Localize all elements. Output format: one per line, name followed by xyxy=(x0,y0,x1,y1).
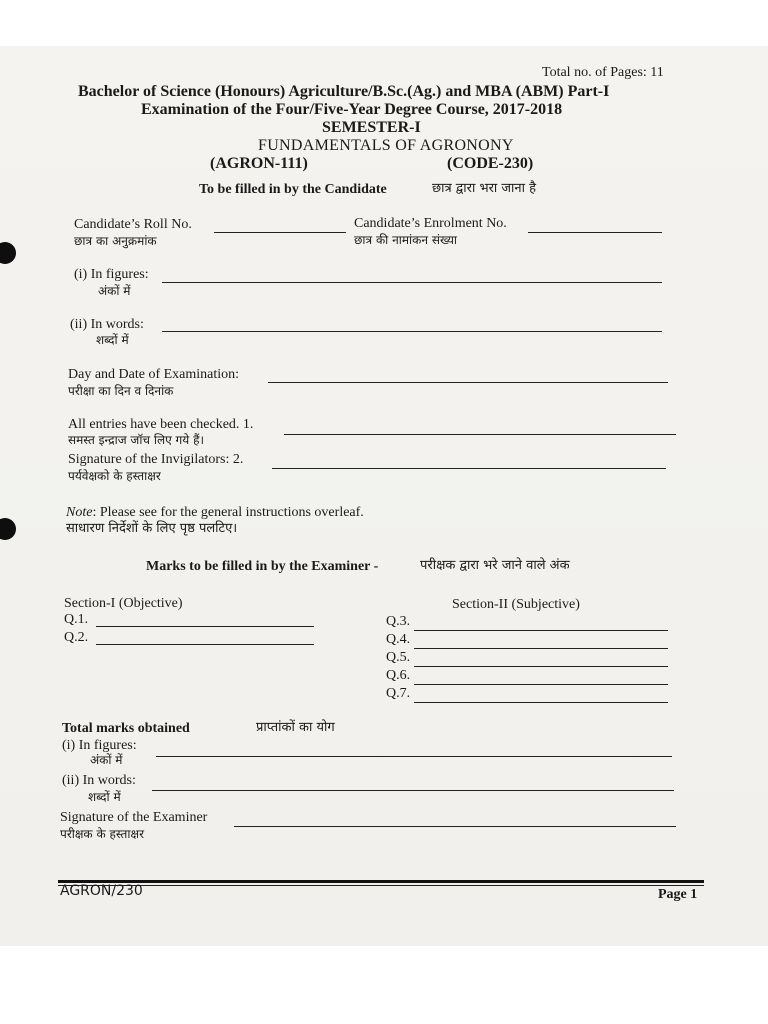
q2-field[interactable] xyxy=(96,644,314,645)
instructions-note-hindi: साधारण निर्देशों के लिए पृष्ठ पलटिए। xyxy=(66,521,238,536)
figures-label: (i) In figures: xyxy=(74,267,149,282)
semester-title: SEMESTER-I xyxy=(322,119,421,136)
subject-title: FUNDAMENTALS OF AGRONONY xyxy=(258,137,514,154)
words-label: (ii) In words: xyxy=(70,317,144,332)
q4-field[interactable] xyxy=(414,648,668,649)
note-prefix: Note xyxy=(66,505,93,520)
footer-page-number: Page 1 xyxy=(658,887,698,902)
total-marks-heading: Total marks obtained xyxy=(62,721,190,736)
q5-field[interactable] xyxy=(414,666,668,667)
invigilator-signature-label-hindi: पर्यवेक्षको के हस्ताक्षर xyxy=(68,469,161,483)
examiner-heading-hindi: परीक्षक द्वारा भरे जाने वाले अंक xyxy=(420,558,570,573)
punch-hole-bottom xyxy=(0,518,16,540)
examiner-signature-field[interactable] xyxy=(234,826,676,827)
enrolment-number-label: Candidate’s Enrolment No. xyxy=(354,216,507,231)
words-field[interactable] xyxy=(162,331,662,332)
q7-label: Q.7. xyxy=(386,686,411,701)
enrolment-number-label-hindi: छात्र की नामांकन संख्या xyxy=(354,233,458,247)
q4-label: Q.4. xyxy=(386,632,411,647)
invigilator-signature-label: Signature of the Invigilators: 2. xyxy=(68,452,244,467)
examiner-signature-label: Signature of the Examiner xyxy=(60,810,208,825)
footer-course-code: AGRON/230 xyxy=(60,883,143,899)
q5-label: Q.5. xyxy=(386,650,411,665)
roll-number-field[interactable] xyxy=(214,232,346,233)
q1-label: Q.1. xyxy=(64,612,89,627)
q7-field[interactable] xyxy=(414,702,668,703)
roll-number-label: Candidate’s Roll No. xyxy=(74,217,192,232)
figures-field[interactable] xyxy=(162,282,662,283)
course-code: (CODE-230) xyxy=(447,155,534,172)
examiner-signature-label-hindi: परीक्षक के हस्ताक्षर xyxy=(60,827,144,841)
entries-checked-label-hindi: समस्त इन्द्राज जॉच लिए गये हैं। xyxy=(68,433,205,447)
candidate-fill-heading-hindi: छात्र द्वारा भरा जाना है xyxy=(432,181,537,196)
section-2-heading: Section-II (Subjective) xyxy=(452,597,580,612)
entries-checked-label: All entries have been checked. 1. xyxy=(68,417,254,432)
exam-date-label: Day and Date of Examination: xyxy=(68,367,240,382)
answer-sheet-page xyxy=(0,46,768,946)
exam-date-label-hindi: परीक्षा का दिन व दिनांक xyxy=(68,384,174,398)
roll-number-label-hindi: छात्र का अनुक्रमांक xyxy=(74,234,157,248)
marks-words-field[interactable] xyxy=(152,790,674,791)
invigilator-2-field[interactable] xyxy=(272,468,666,469)
q1-field[interactable] xyxy=(96,626,314,627)
q6-label: Q.6. xyxy=(386,668,411,683)
degree-title: Bachelor of Science (Honours) Agriculture/B.Sc.(Ag.) and MBA (ABM) Part-I xyxy=(78,83,610,100)
q3-label: Q.3. xyxy=(386,614,411,629)
exam-title: Examination of the Four/Five-Year Degree Course, 2017-2018 xyxy=(141,101,563,118)
q3-field[interactable] xyxy=(414,630,668,631)
candidate-fill-heading: To be filled in by the Candidate xyxy=(199,182,387,197)
marks-words-label: (ii) In words: xyxy=(62,773,136,788)
footer-rule-thin xyxy=(58,885,704,886)
marks-figures-field[interactable] xyxy=(156,756,672,757)
invigilator-1-field[interactable] xyxy=(284,434,676,435)
marks-words-label-hindi: शब्दों में xyxy=(88,790,121,804)
marks-figures-label: (i) In figures: xyxy=(62,738,137,753)
punch-hole-top xyxy=(0,242,16,264)
examiner-heading: Marks to be filled in by the Examiner - xyxy=(146,559,379,574)
note-text: : Please see for the general instructions overleaf. xyxy=(92,505,364,520)
total-marks-heading-hindi: प्राप्तांकों का योग xyxy=(256,720,335,735)
marks-figures-label-hindi: अंकों में xyxy=(90,753,123,767)
q6-field[interactable] xyxy=(414,684,668,685)
words-label-hindi: शब्दों में xyxy=(96,333,129,347)
enrolment-number-field[interactable] xyxy=(528,232,662,233)
footer-rule-thick xyxy=(58,880,704,883)
total-pages: Total no. of Pages: 11 xyxy=(542,65,664,80)
figures-label-hindi: अंकों में xyxy=(98,284,131,298)
course-number: (AGRON-111) xyxy=(210,155,308,172)
section-1-heading: Section-I (Objective) xyxy=(64,596,183,611)
instructions-note xyxy=(66,506,364,520)
q2-label: Q.2. xyxy=(64,630,89,645)
exam-date-field[interactable] xyxy=(268,382,668,383)
